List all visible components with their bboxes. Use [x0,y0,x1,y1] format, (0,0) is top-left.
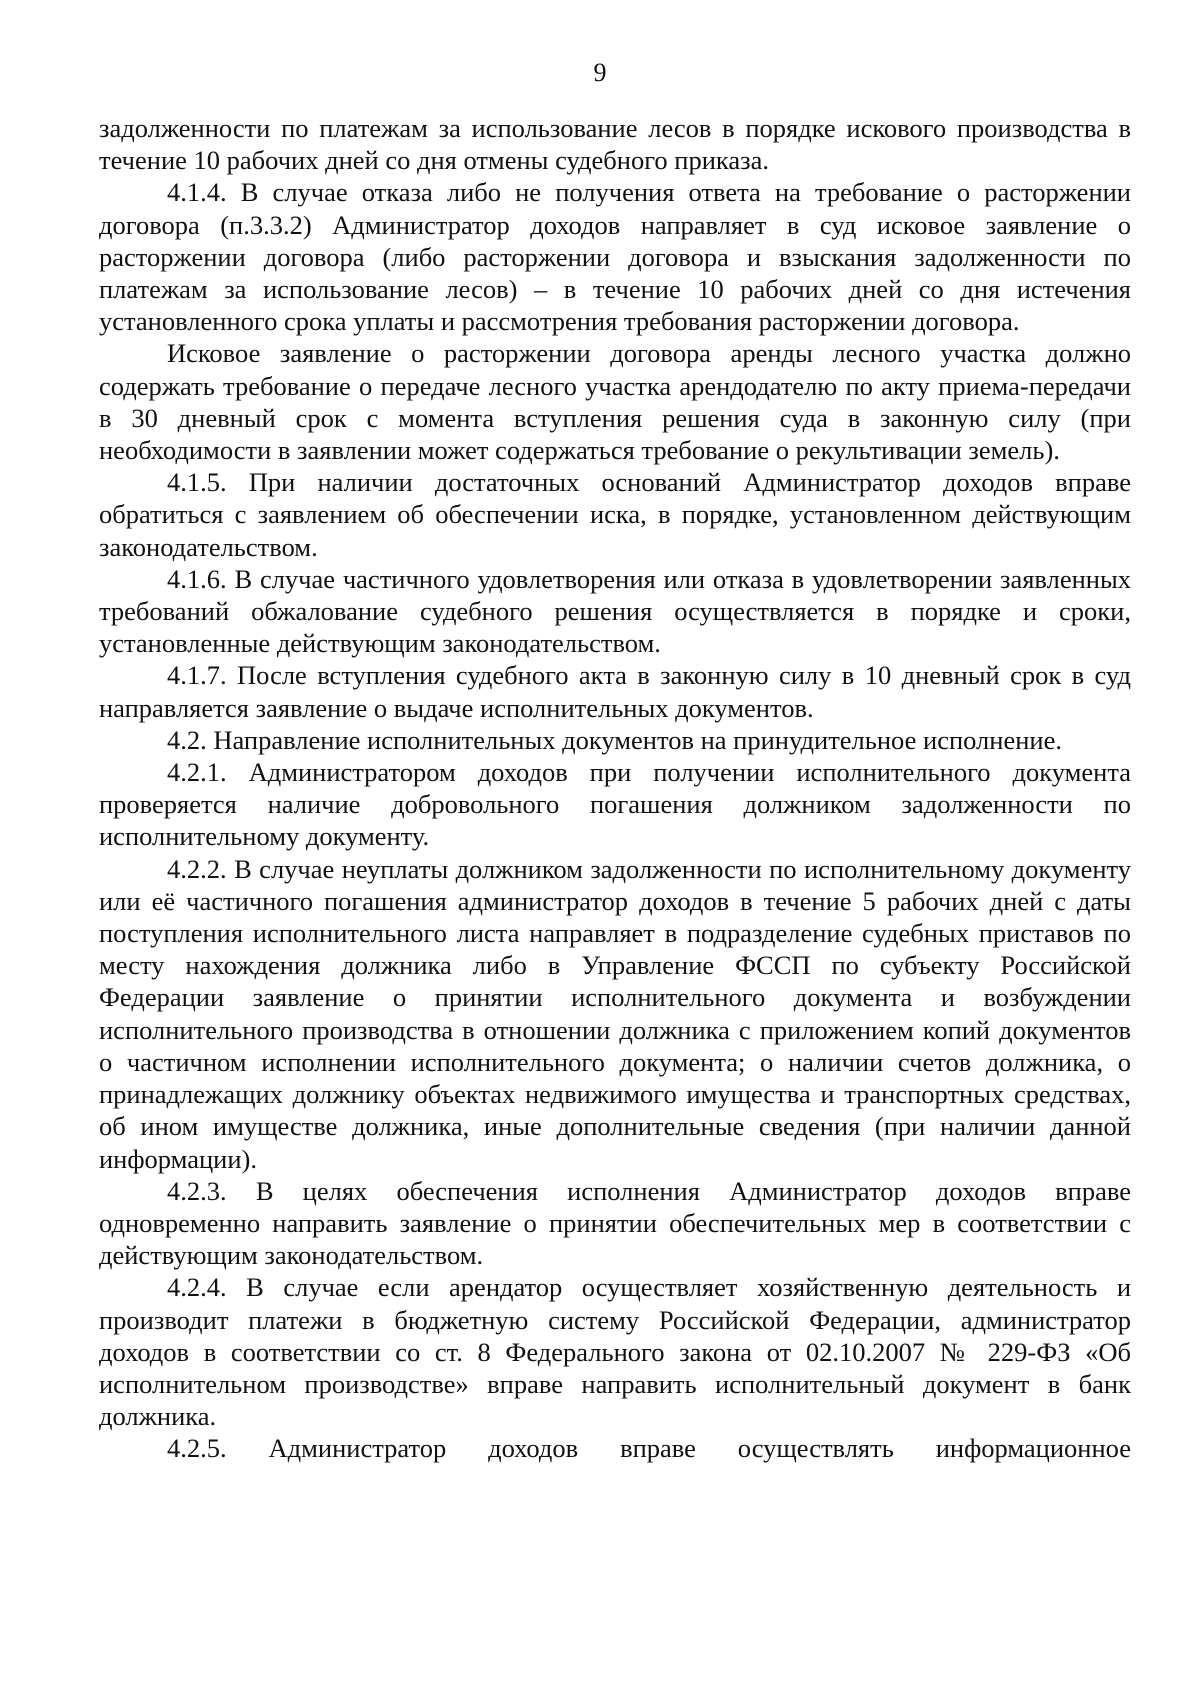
page-number: 9 [593,58,607,87]
paragraph-4-1-6: 4.1.6. В случае частичного удовлетворения или отказа в удовлетворении заявленных требований обжалование судебного решения осуществляется в порядке и сроки, установленные действующим законодательством. [99,563,1131,659]
paragraph-4-2-5: 4.2.5. Администратор доходов вправе осуществлять информационное [167,1433,1131,1464]
paragraph-4-2: 4.2. Направление исполнительных документов на принудительное исполнение. [167,724,1062,755]
paragraph-continuation: задолженности по платежам за использование лесов в порядке искового производства в течение 10 рабочих дней со дня отмены судебного приказа. [99,113,1131,176]
paragraph-4-2-4: 4.2.4. В случае если арендатор осуществляет хозяйственную деятельность и производит платежи в бюджетную систему Российской Федерации, администратор доходов в соответствии со ст. 8 Федерального закона от 02.10.2007 № 229-ФЗ «Об исполнительном производстве» вправе направить исполнительный документ в банк должника. [99,1272,1131,1432]
paragraph-4-1-7: 4.1.7. После вступления судебного акта в законную силу в 10 дневный срок в суд направляется заявление о выдаче исполнительных документов. [99,660,1131,723]
paragraph-4-1-5: 4.1.5. При наличии достаточных оснований Администратор доходов вправе обратиться с заявлением об обеспечении иска, в порядке, установленном действующим законодательством. [99,467,1131,562]
document-body [99,112,1131,1465]
paragraph-4-2-1: 4.2.1. Администратором доходов при получении исполнительного документа проверяется наличие добровольного погашения должником задолженности по исполнительному документу. [99,757,1131,852]
paragraph-4-1-4: 4.1.4. В случае отказа либо не получения ответа на требование о расторжении договора (п.3.3.2) Администратор доходов направляет в суд исковое заявление о расторжении договора (либо расторжении договора и взыскания задолженности по платежам за использование лесов) – в течение 10 рабочих дней со дня истечения установленного срока уплаты и рассмотрения требования расторжении договора. [99,177,1131,337]
paragraph-claim-content: Исковое заявление о расторжении договора аренды лесного участка должно содержать требование о передаче лесного участка арендодателю по акту приема-передачи в 30 дневный срок с момента вступления решения суда в законную силу (при необходимости в заявлении может содержаться требование о рекультивации земель). [99,338,1131,466]
paragraph-4-2-2: 4.2.2. В случае неуплаты должником задолженности по исполнительному документу или её частичного погашения администратор доходов в течение 5 рабочих дней с даты поступления исполнительного листа направляет в подразделение судебных приставов по месту нахождения должника либо в Управление ФССП по субъекту Российской Федерации заявление о принятии исполнительного документа и возбуждении исполнительного производства в отношении должника с приложением копий документов о частичном исполнении исполнительного документа; о наличии счетов должника, о принадлежащих должнику объектах недвижимого имущества и транспортных средствах, об ином имуществе должника, иные дополнительные сведения (при наличии данной информации). [99,853,1131,1174]
paragraph-4-2-3: 4.2.3. В целях обеспечения исполнения Администратор доходов вправе одновременно направить заявление о принятии обеспечительных мер в соответствии с действующим законодательством. [99,1175,1131,1271]
